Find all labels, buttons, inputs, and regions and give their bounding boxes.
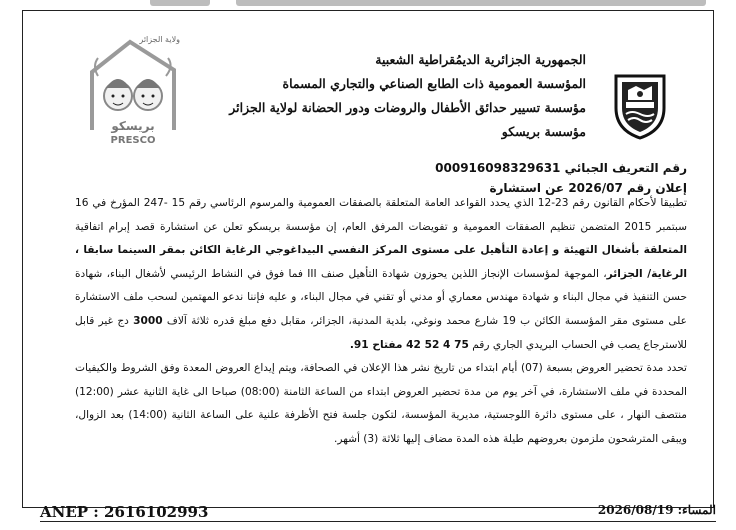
date-value: 2026/08/19: [597, 503, 674, 517]
footer: [40, 503, 716, 525]
notice-paragraph-2: تحدد مدة تحضير العروض بسبعة (07) أيام ابتداء من تاريخ نشر هذا الإعلان في الصحافة، ويتم إيداع العروض المعدة وفق الشروط والكيفيات المحددة في ملف الاستشارة، في آخر يوم من مدة تحضير العروض ابتداء من الساعة الثامنة (08:00) صباحا الى غاية الثانية عشر (12:00) منتصف النهار ، على مستوى دائرة اللوجستية، مديرية المؤسسة، لتكون جلسة فتح الأظرفة علنية على الساعة الثانية (14:00) بعد الزوال، ويبقى المترشحون ملزمون بعروضهم طيلة هذه المدة مضاف إليها ثلاثة (3) أشهر.: [75, 362, 687, 445]
date-label: المساء:: [677, 503, 716, 517]
header-line-institution: مؤسسة تسيير حدائق الأطفال والروضات ودور الحضانة لولاية الجزائر: [229, 100, 586, 115]
presco-logo: [78, 26, 188, 148]
top-strip-segment: [236, 0, 706, 6]
top-strip-segment: [150, 0, 210, 6]
notice-title: إعلان رقم 2026/07 عن استشارة: [489, 181, 687, 195]
p1-conditions: ، الموجهة لمؤسسات الإنجاز اللذين يحوزون شهادة التأهيل صنف III فما فوق في النشاط الرئيسي لأشغال البناء، شهادة حسن التنفيذ في مجال البناء و شهادة مهندس معماري أو مدني أو تقني في مجال البناء، و عليه فإننا ندعو المهتمين لسحب ملف الاستشارة على مستوى مقر المؤسسة الكائن ب 19 شارع محمد ونوغي، بلدية المدنية، الجزائر، مقابل دفع مبلغ قدره ثلاثة آلاف: [75, 267, 688, 327]
p1-account-number: 75 4 52 42 مفتاح 91.: [349, 338, 469, 351]
algiers-seal: [612, 70, 668, 140]
logo-wilaya-text: ولاية الجزائر: [139, 35, 180, 44]
logo-arabic-name: بريسكو: [111, 119, 155, 133]
p1-project: المتعلقة بأشغال التهيئة و إعادة التأهيل على مستوى المركز النفسي البيداغوجي الرغاية الكائن بمقر السينما سابقا ، الرغاية/ الجزائر: [75, 244, 687, 280]
header-line-republic: الجمهورية الجزائرية الديمُقراطية الشعبية: [375, 52, 586, 67]
tax-id: رقم التعريف الجبائي 000916098329631: [435, 161, 687, 175]
anep-number: ANEP : 2616102993: [40, 503, 209, 521]
p1-intro: تطبيقا لأحكام القانون رقم 23-12 الذي يحدد القواعد العامة المتعلقة بالصفقات العمومية والمرسوم الرئاسي رقم 15 -247 المؤرخ في 16 سبتمبر 2015 المتضمن تنظيم الصفقات العمومية و تفويضات المرفق العام، إن مؤسسة بريسكو تعلن عن استشارة قصد إبرام اتفاقية: [75, 197, 687, 233]
publication-date: [598, 503, 716, 517]
notice-body: [75, 192, 687, 452]
footer-rule: [40, 521, 716, 522]
top-strip: [0, 0, 736, 10]
header-line-presco: مؤسسة بريسكو: [501, 124, 586, 139]
logo-latin-name: PRESCO: [110, 135, 156, 146]
header-line-enterprise: المؤسسة العمومية ذات الطابع الصناعي والتجاري المسماة: [282, 76, 586, 91]
document-header: [186, 48, 586, 144]
notice-paragraph-1: [75, 192, 687, 357]
p1-account-label: دج غير قابل للاسترجاع يصب في الحساب البريدي الجاري رقم: [75, 314, 687, 351]
p1-amount: 3000: [133, 314, 163, 327]
